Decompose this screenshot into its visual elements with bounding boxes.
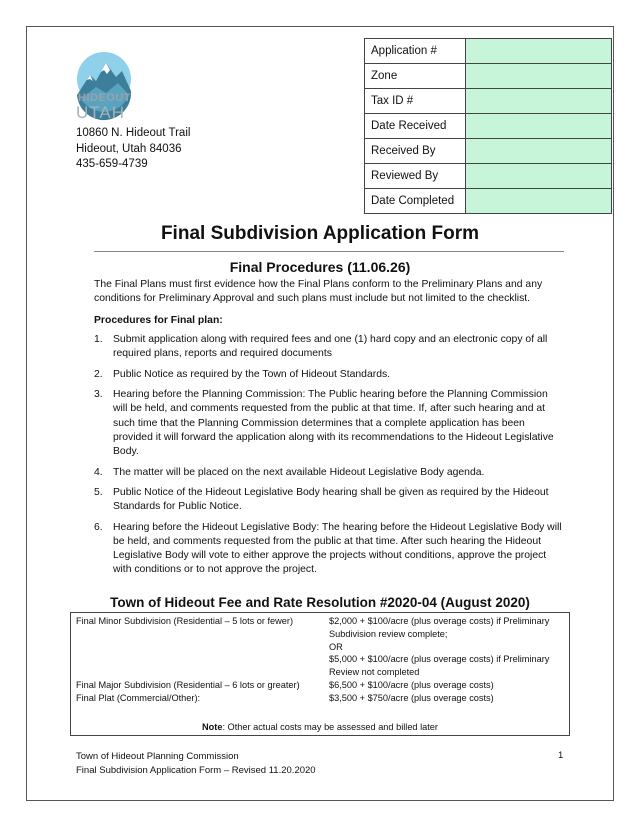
address-city: Hideout, Utah 84036 — [76, 142, 182, 155]
fee-resolution-heading: Town of Hideout Fee and Rate Resolution #2020-04 (August 2020) — [110, 595, 530, 610]
office-label: Reviewed By — [365, 164, 466, 189]
office-row-application — [365, 39, 612, 64]
fee-categories — [76, 615, 326, 705]
fee-spacer — [76, 628, 326, 679]
fee-amounts — [329, 615, 565, 705]
office-row-received-by — [365, 139, 612, 164]
footer-org: Town of Hideout Planning Commission — [76, 751, 239, 762]
office-label: Date Received — [365, 114, 466, 139]
footer-revision: Final Subdivision Application Form – Revised 11.20.2020 — [76, 765, 316, 776]
office-label: Zone — [365, 64, 466, 89]
reviewed-by-field[interactable] — [466, 164, 612, 189]
office-row-tax-id — [365, 89, 612, 114]
title-divider — [94, 251, 564, 252]
office-row-date-completed — [365, 189, 612, 214]
fee-note-label: Note — [202, 722, 223, 732]
fee-schedule-box — [70, 612, 570, 736]
step-text: Submit application along with required fees and one (1) hard copy and an electronic copy of all required plans, reports and required documents — [113, 334, 548, 360]
fee-note — [71, 721, 569, 734]
page-footer — [76, 750, 316, 778]
step-text: Hearing before the Hideout Legislative Body: The hearing before the Hideout Legislative Body will be held, and comments requested from the public at that time. After such hearing the Hideout Legislative Body will vote to either approve the projects without conditions, approve the project with conditions or to not approve the project. — [113, 521, 562, 576]
procedure-step — [94, 388, 564, 459]
intro-paragraph: The Final Plans must first evidence how the Final Plans conform to the Preliminary Plans and any conditions for Preliminary Approval and such plans must include but not limited to the checklist. — [94, 279, 543, 305]
fee-note-text: : Other actual costs may be assessed and billed later — [222, 722, 438, 732]
address-street: 10860 N. Hideout Trail — [76, 127, 191, 139]
fee-or-text: OR — [329, 641, 343, 652]
step-number: 5. — [94, 487, 103, 499]
procedures-heading: Procedures for Final plan: — [94, 315, 223, 326]
date-completed-field[interactable] — [466, 189, 612, 214]
section-heading: Final Procedures (11.06.26) — [229, 259, 411, 275]
date-received-field[interactable] — [466, 114, 612, 139]
office-label: Date Completed — [365, 189, 466, 214]
page-number: 1 — [558, 750, 564, 761]
office-label: Tax ID # — [365, 89, 466, 114]
procedure-steps-list — [94, 333, 564, 584]
fee-minor-label: Final Minor Subdivision (Residential – 5 lots or fewer) — [76, 616, 294, 626]
procedure-step — [94, 486, 564, 514]
procedure-step — [94, 521, 564, 578]
step-number: 3. — [94, 389, 103, 401]
fee-plat-amount: $3,500 + $750/acre (plus overage costs) — [329, 692, 494, 703]
step-text: The matter will be placed on the next available Hideout Legislative Body agenda. — [113, 466, 485, 478]
office-label: Received By — [365, 139, 466, 164]
step-text: Public Notice as required by the Town of Hideout Standards. — [113, 368, 391, 380]
procedure-step — [94, 466, 564, 480]
fee-major-label: Final Major Subdivision (Residential – 6 lots or greater) — [76, 679, 300, 690]
step-number: 4. — [94, 466, 103, 478]
zone-field[interactable] — [466, 64, 612, 89]
office-use-table — [364, 38, 612, 214]
tax-id-field[interactable] — [466, 89, 612, 114]
step-number: 6. — [94, 521, 103, 533]
office-row-date-received — [365, 114, 612, 139]
step-number: 1. — [94, 334, 103, 345]
procedure-step — [94, 333, 564, 361]
step-number: 2. — [94, 368, 103, 380]
office-row-zone — [365, 64, 612, 89]
procedure-step — [94, 368, 564, 382]
address-phone: 435-659-4739 — [76, 158, 148, 170]
town-address — [76, 126, 190, 173]
step-text: Hearing before the Planning Commission: The Public hearing before the Planning Commission will be held, and comments requested from the public at that time. If, after such hearing and at such time that the Planning Commission determines that a complete application has been provided it will forward the application along with its recommendations to the Hideout Legislative Body. — [113, 389, 554, 458]
logo-wordmark-utah: UTAH — [76, 103, 126, 122]
application-number-field[interactable] — [466, 39, 612, 64]
received-by-field[interactable] — [466, 139, 612, 164]
fee-minor-amount-complete: $2,000 + $100/acre (plus overage costs) if Preliminary Subdivision review complete; — [329, 616, 550, 639]
page-title: Final Subdivision Application Form — [160, 223, 480, 244]
step-text: Public Notice of the Hideout Legislative Body hearing shall be given as required by the Hideout Standards for Public Notice. — [113, 487, 549, 513]
office-label: Application # — [365, 39, 466, 64]
logo-wordmark-hideout: HIDEOUT — [78, 92, 131, 104]
fee-minor-amount-incomplete: $5,000 + $100/acre (plus overage costs) if Preliminary Review not completed — [329, 654, 550, 678]
fee-plat-label: Final Plat (Commercial/Other): — [76, 692, 201, 703]
fee-major-amount: $6,500 + $100/acre (plus overage costs) — [329, 679, 494, 690]
office-row-reviewed-by — [365, 164, 612, 189]
